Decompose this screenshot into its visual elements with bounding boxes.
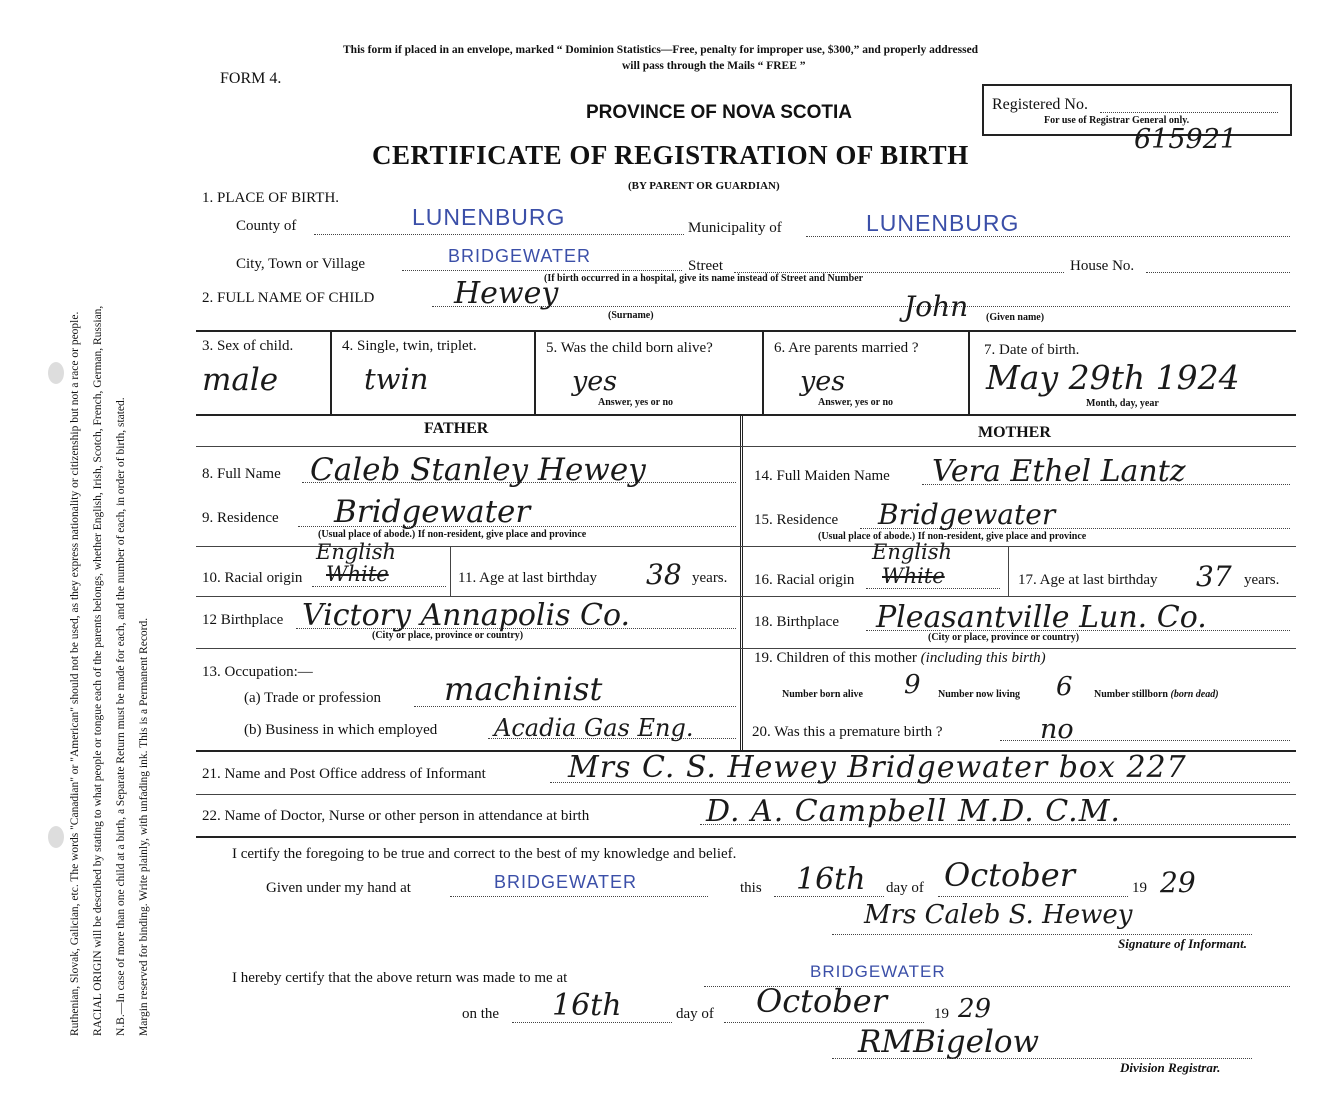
city-value: BRIDGEWATER [448,246,592,266]
mail-notice: This form if placed in an envelope, marked “ Dominion Statistics—Free, penalty for improper use, $300,” and properly addressed [343,44,979,56]
province-title: PROVINCE OF NOVA SCOTIA [586,102,853,123]
registrar-title: Division Registrar. [1120,1060,1221,1075]
father-name-label: 8. Full Name [202,466,281,482]
registrar-day: 16th [552,988,622,1023]
divider [968,330,970,414]
registered-note: For use of Registrar General only. [1044,115,1190,126]
mother-heading: MOTHER [978,424,1051,441]
father-years: years. [692,570,728,586]
side-note: N.B.—In case of more than one child at a birth, a Separate Return must be made for each, and the number of each, in order of birth, stated. [115,397,127,1036]
divider [196,414,1296,416]
punch-hole [48,362,64,384]
married-value: yes [800,366,846,397]
father-residence: Bridgewater [334,494,531,530]
father-age: 38 [646,558,682,591]
mother-birthplace-note: (City or place, province or country) [928,632,1080,643]
child-name-line [432,306,1290,307]
father-racial-label: 10. Racial origin [202,570,303,586]
divider [196,446,1296,447]
signature-label: Signature of Informant. [1118,936,1247,951]
registrar-month-line [724,1022,924,1023]
registrar-place: BRIDGEWATER [810,962,946,981]
registrar-month: October [756,982,887,1020]
mother-residence-label: 15. Residence [754,512,839,528]
mail-notice-2 [622,60,806,72]
mother-name: Vera Ethel Lantz [932,454,1186,489]
municipality-value: LUNENBURG [866,210,1020,236]
registrar-statement: I hereby certify that the above return was made to me at [232,970,568,986]
divider [196,330,1296,332]
informant-signature: Mrs Caleb S. Hewey [864,900,1133,930]
mother-children-label [754,650,1046,667]
given-month: October [944,856,1075,894]
divider [196,648,1296,649]
place-heading: 1. PLACE OF BIRTH. [202,190,340,206]
mother-age: 37 [1196,560,1232,593]
side-note: Ruthenian, Slovak, Galician, etc. The words "Canadian" or "American" should not be used, as they express nationality or citizenship but not a race or people. [69,311,81,1036]
house-line [1146,272,1290,273]
divider [534,330,536,414]
given-month-line [938,896,1128,897]
father-birthplace-note: (City or place, province or country) [372,630,524,641]
divider [762,330,764,414]
mother-racial: English [872,540,953,564]
child-given: John [904,290,969,323]
county-line [314,234,684,235]
stillborn-text: Number stillborn [1094,689,1168,700]
county-label: County of [236,218,297,234]
divider [1008,546,1009,596]
registrar-day-label: day of [676,1006,714,1022]
occupation-label: 13. Occupation:— [202,664,313,680]
child-name-label: 2. FULL NAME OF CHILD [202,290,375,306]
stillborn-label [1094,689,1219,700]
born-alive-label: Number born alive [782,689,863,700]
father-racial-struck: White [326,562,389,586]
father-age-label: 11. Age at last birthday [458,570,597,586]
side-note: RACIAL ORIGIN will be described by stating to what people or tongue each of the parents belongs, whether English, Irish, Scotch, French, German, Russian, [92,305,104,1036]
mother-name-label: 14. Full Maiden Name [754,468,890,484]
mail-notice-text: will pass through the Mails [622,60,755,72]
doctor-label: 22. Name of Doctor, Nurse or other person in attendance at birth [202,808,590,824]
given-this: this [740,880,762,896]
mail-free: “ FREE ” [757,60,806,72]
street-label: Street [688,258,723,274]
alive-note: Answer, yes or no [598,397,674,408]
given-note: (Given name) [986,312,1045,323]
center-divider [740,414,743,750]
father-birthplace-label: 12 Birthplace [202,612,284,628]
married-note: Answer, yes or no [818,397,894,408]
municipality-label: Municipality of [688,220,782,236]
informant-value: Mrs C. S. Hewey Bridgewater box 227 [568,750,1187,785]
premature-line [1000,740,1290,741]
business-label: (b) Business in which employed [244,722,438,738]
mother-racial-label: 16. Racial origin [754,572,855,588]
registered-label: Registered No. [992,96,1088,113]
alive-value: yes [572,366,618,397]
mother-birthplace: Pleasantville Lun. Co. [876,600,1207,635]
father-residence-note: (Usual place of abode.) If non-resident, give place and province [318,529,587,540]
side-note: Margin reserved for binding. Write plainly, with unfading ink. This is a Permanent Record. [138,617,150,1036]
mother-age-label: 17. Age at last birthday [1018,572,1158,588]
living-label: Number now living [938,689,1021,700]
city-line [402,270,682,271]
business-value: Acadia Gas Eng. [494,714,694,742]
mother-racial-struck: White [882,564,945,588]
stillborn-note: (born dead) [1170,689,1219,700]
sex-value: male [202,362,279,398]
sex-label: 3. Sex of child. [202,338,294,354]
given-place-line [450,896,708,897]
mother-birthplace-label: 18. Birthplace [754,614,839,630]
father-racial-line [312,586,446,587]
house-label: House No. [1070,258,1135,274]
certificate-subtitle: (BY PARENT OR GUARDIAN) [628,180,780,192]
informant-label: 21. Name and Post Office address of Informant [202,766,486,782]
form-number: FORM 4. [220,70,282,87]
mother-residence: Bridgewater [878,498,1056,531]
registrar-year: 29 [958,994,992,1024]
mother-residence-note: (Usual place of abode.) If non-resident, give place and province [818,531,1087,542]
dob-note: Month, day, year [1086,398,1159,409]
premature-label: 20. Was this a premature birth ? [752,724,943,740]
given-label: Given under my hand at [266,880,411,896]
dob-value: May 29th 1924 [986,358,1240,397]
punch-hole [48,826,64,848]
father-heading: FATHER [424,420,489,437]
registrar-year-prefix: 19 [934,1006,949,1022]
surname-note: (Surname) [608,310,654,321]
children-note: (including this birth) [920,650,1046,666]
father-name: Caleb Stanley Hewey [310,452,646,488]
divider [450,546,451,596]
registrar-signature: RMBigelow [858,1024,1040,1060]
born-alive-value: 9 [904,670,921,700]
signature-line [832,934,1252,935]
street-note: (If birth occurred in a hospital, give its name instead of Street and Number [544,273,864,284]
registrar-on-the: on the [462,1006,500,1022]
multiple-label: 4. Single, twin, triplet. [342,338,477,354]
children-label: 19. Children of this mother [754,650,917,666]
premature-value: no [1040,714,1074,745]
given-year-prefix: 19 [1132,880,1147,896]
father-birthplace: Victory Annapolis Co. [302,598,631,633]
dob-label: 7. Date of birth. [984,342,1080,358]
child-surname: Hewey [454,276,559,311]
given-day: 16th [796,862,866,897]
given-day-label: day of [886,880,924,896]
father-residence-label: 9. Residence [202,510,279,526]
divider [196,596,1296,597]
certificate-title: CERTIFICATE OF REGISTRATION OF BIRTH [372,140,969,170]
mother-years: years. [1244,572,1280,588]
side-notes [64,156,156,1036]
doctor-value: D. A. Campbell M.D. C.M. [706,794,1121,829]
divider [196,836,1296,838]
trade-value: machinist [444,670,603,708]
registrar-signature-line [832,1058,1252,1059]
multiple-value: twin [364,362,429,396]
given-year: 29 [1160,866,1196,899]
given-place: BRIDGEWATER [494,872,638,892]
alive-label: 5. Was the child born alive? [546,340,713,356]
trade-label: (a) Trade or profession [244,690,382,706]
divider [330,330,332,414]
father-racial: English [316,540,397,564]
married-label: 6. Are parents married ? [774,340,919,356]
mother-racial-line [866,588,1000,589]
certify-statement: I certify the foregoing to be true and correct to the best of my knowledge and belief. [232,846,737,862]
living-value: 6 [1056,672,1073,702]
registered-value: 615921 [1134,124,1238,155]
county-value: LUNENBURG [412,204,566,230]
city-label: City, Town or Village [236,256,366,272]
registered-line [1100,112,1278,113]
